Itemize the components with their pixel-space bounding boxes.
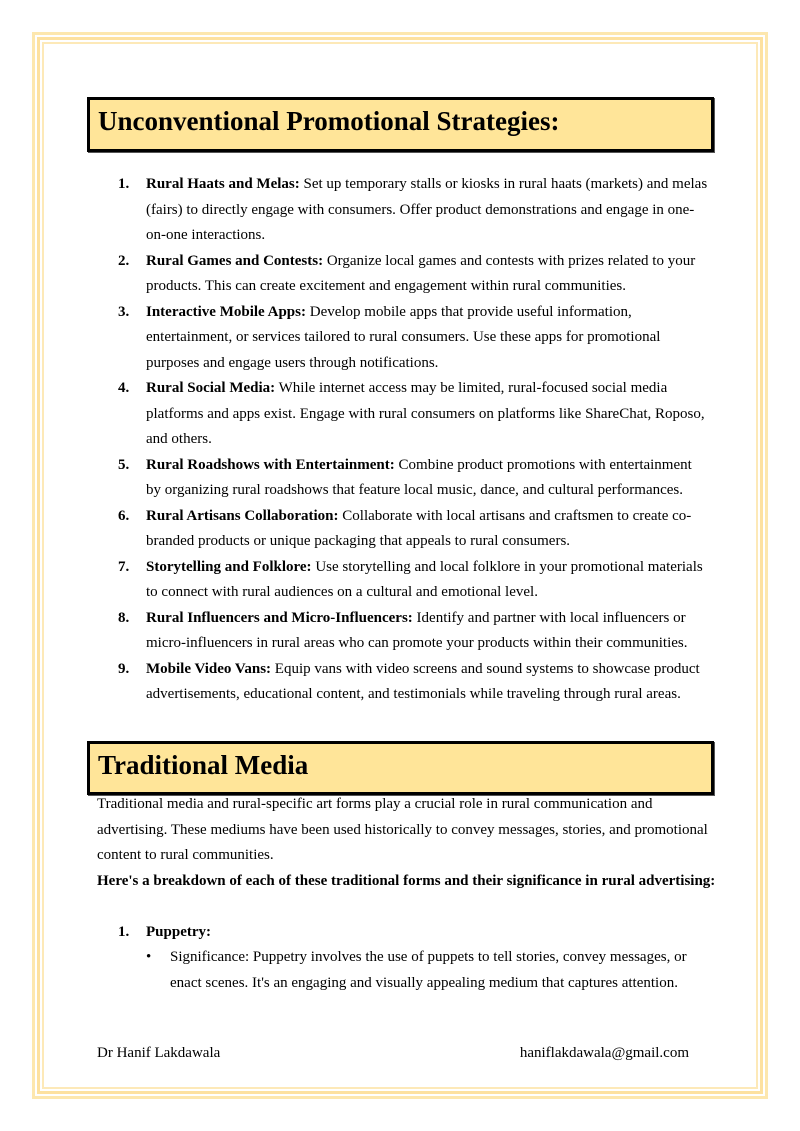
section-title: Unconventional Promotional Strategies: [98,106,560,136]
item-term: Interactive Mobile Apps: [146,303,306,320]
sub-item-title: Puppetry: [146,924,211,940]
item-number: 5. [118,456,130,473]
item-number: 6. [118,507,130,524]
item-number: 7. [118,558,130,575]
item-text: Use storytelling and local folklore in your promotional materials to connect with rural audiences on a cultural and emotional level. [146,558,703,600]
list-item [118,376,708,453]
item-text: Collaborate with local artisans and craftsmen to create co-branded products or unique packaging that appeals to rural consumers. [146,507,692,549]
item-text: Organize local games and contests with prizes related to your products. This can create excitement and engagement within rural communities. [146,252,696,294]
list-item [118,657,708,708]
item-text: Combine product promotions with entertainment by organizing rural roadshows that feature local music, dance, and cultural performances. [146,456,692,498]
item-text: Develop mobile apps that provide useful information, entertainment, or services tailored to rural consumers. Use these apps for promotional purposes and engage users through notifications. [146,303,661,371]
item-number: 9. [118,660,130,677]
bullet-item [146,945,706,996]
item-term: Rural Roadshows with Entertainment: [146,456,395,473]
list-item [118,606,708,657]
bullet-icon: • [146,949,152,965]
item-term: Rural Influencers and Micro-Influencers: [146,609,413,626]
section-title: Traditional Media [98,750,309,780]
sub-item-puppetry [118,920,211,946]
item-number: 8. [118,609,130,626]
list-item [118,504,708,555]
footer-author: Dr Hanif Lakdawala [97,1045,221,1061]
item-term: Storytelling and Folklore: [146,558,312,575]
item-number: 1. [118,924,130,940]
list-item [118,172,708,249]
item-number: 4. [118,380,130,396]
intro-paragraph: Traditional media and rural-specific art forms play a crucial role in rural communication and advertising. These mediums have been used historically to convey messages, stories, and promotional content to rural communities. [97,796,708,863]
item-term: Mobile Video Vans: [146,660,272,677]
section-heading-unconventional [87,97,714,152]
list-item [118,249,708,300]
item-term: Rural Social Media: [146,380,276,396]
list-item [118,453,708,504]
section-heading-traditional-media [87,741,714,795]
item-text: While internet access may be limited, rural-focused social media platforms and apps exist. Engage with rural consumers on platforms like ShareChat, Roposo, and others. [146,380,705,447]
footer-email: haniflakdawala@gmail.com [519,1045,689,1061]
list-item [118,555,708,606]
item-number: 2. [118,252,130,269]
item-text: Identify and partner with local influencers or micro-influencers in rural areas who can promote your products within their communities. [146,609,688,651]
item-term: Rural Games and Contests: [146,252,324,269]
list-item [118,300,708,377]
strategies-list [118,172,708,708]
item-number: 1. [118,176,130,192]
item-text: Set up temporary stalls or kiosks in rural haats (markets) and melas (fairs) to directly engage with consumers. Offer product demonstrations and engage in one-on-one interactions. [146,176,708,243]
breakdown-intro: Here's a breakdown of each of these traditional forms and their significance in rural advertising: [97,873,716,889]
item-term: Rural Haats and Melas: [146,176,300,192]
item-text: Equip vans with video screens and sound systems to showcase product advertisements, educational content, and testimonials while traveling through rural areas. [146,660,700,702]
item-term: Rural Artisans Collaboration: [146,507,339,524]
bullet-text: Significance: Puppetry involves the use of puppets to tell stories, convey messages, or enact scenes. It's an engaging and visually appealing medium that captures attention. [170,949,687,991]
item-number: 3. [118,303,130,320]
